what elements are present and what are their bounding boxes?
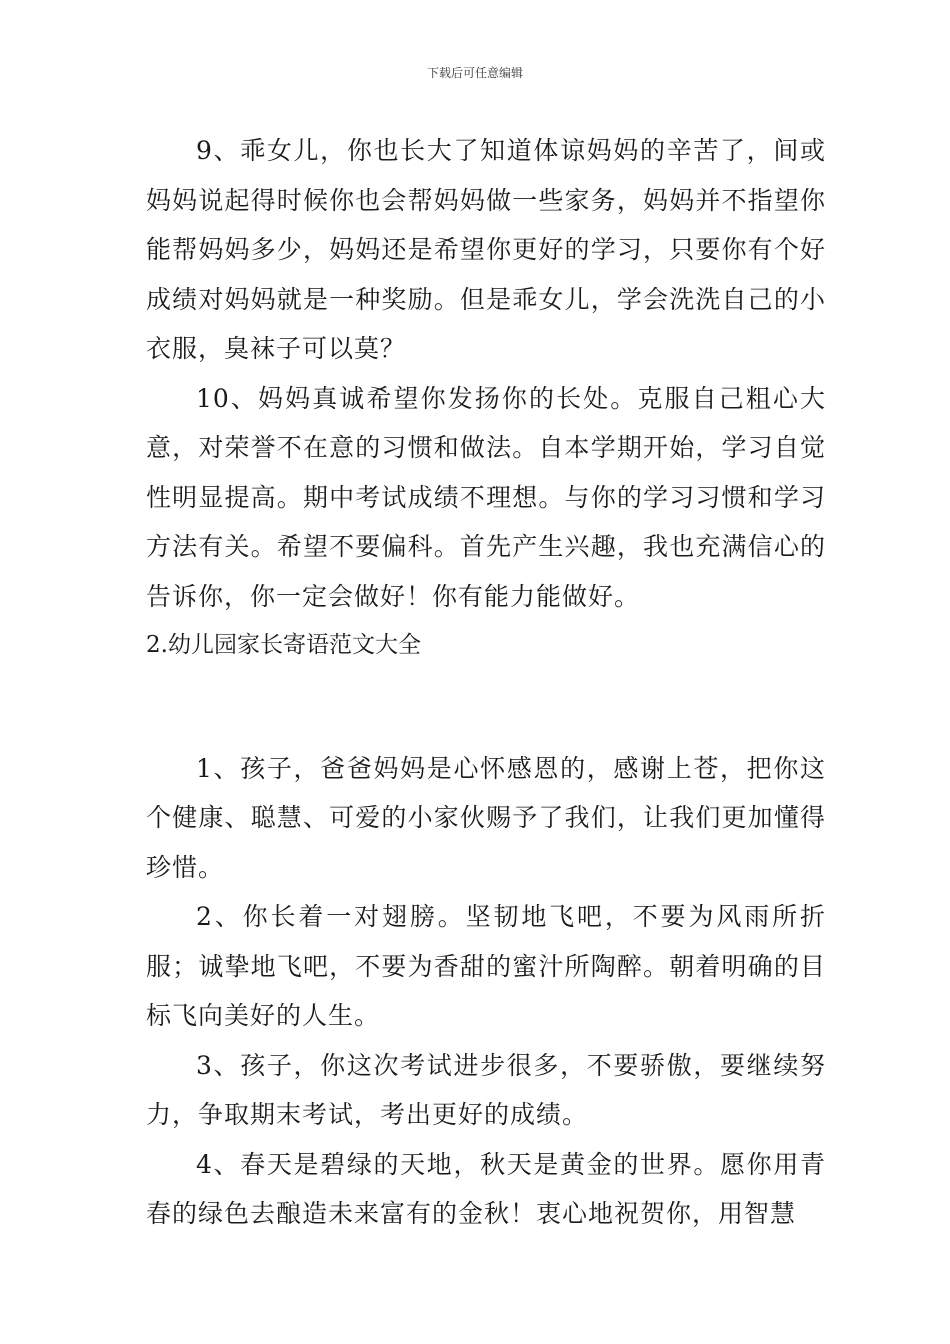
document-body — [146, 126, 826, 1239]
paragraph-3: 3、孩子，你这次考试进步很多，不要骄傲，要继续努力，争取期末考试，考出更好的成绩。 — [146, 1050, 826, 1129]
paragraph-1: 1、孩子，爸爸妈妈是心怀感恩的，感谢上苍，把你这个健康、聪慧、可爱的小家伙赐予了我们，让我们更加懂得珍惜。 — [146, 753, 826, 882]
paragraph-2: 2、你长着一对翅膀。坚韧地飞吧，不要为风雨所折服；诚挚地飞吧，不要为香甜的蜜汁所陶醉。朝着明确的目标飞向美好的人生。 — [146, 902, 826, 1030]
paragraph-4: 4、春天是碧绿的天地，秋天是黄金的世界。愿你用青春的绿色去酿造未来富有的金秋！衷心地祝贺你，用智慧 — [146, 1149, 826, 1228]
paragraph-9: 9、乖女儿，你也长大了知道体谅妈妈的辛苦了，间或妈妈说起得时候你也会帮妈妈做一些家务，妈妈并不指望你能帮妈妈多少，妈妈还是希望你更好的学习，只要你有个好成绩对妈妈就是一种奖励。但是乖女儿，学会洗洗自己的小衣服，臭袜子可以莫？ — [146, 136, 826, 363]
page-header: 下载后可任意编辑 — [426, 66, 523, 80]
paragraph-10: 10、妈妈真诚希望你发扬你的长处。克服自己粗心大意，对荣誉不在意的习惯和做法。自本学期开始，学习自觉性明显提高。期中考试成绩不理想。与你的学习习惯和学习方法有关。希望不要偏科。首先产生兴趣，我也充满信心的告诉你，你一定会做好！你有能力能做好。 — [146, 383, 826, 611]
section-heading: 2.幼儿园家长寄语范文大全 — [146, 632, 421, 658]
section-spacer — [146, 671, 826, 744]
